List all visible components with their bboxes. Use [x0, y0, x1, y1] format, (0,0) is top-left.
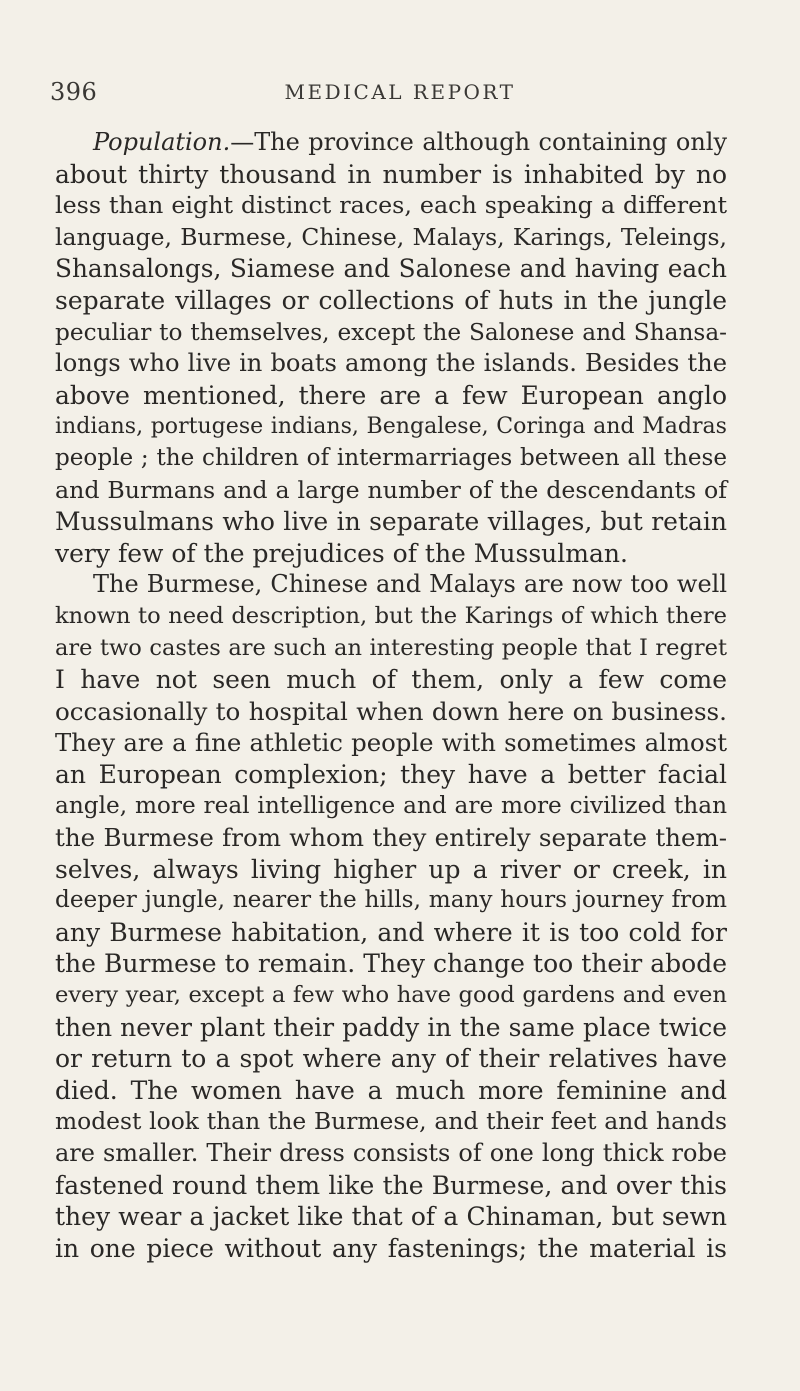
text-line: the Burmese from whom they entirely separate them- [55, 823, 727, 853]
text-line: I have not seen much of them, only a few come [55, 665, 727, 695]
text-line: died. The women have a much more feminine and [55, 1075, 727, 1105]
body-text [55, 127, 727, 1264]
text-line: They are a fine athletic people with sometimes almost [55, 728, 727, 758]
text-line: and Burmans and a large number of the descendants of [55, 475, 727, 504]
text-line: very few of the prejudices of the Mussulman. [55, 538, 628, 568]
text-line: The Burmese, Chinese and Malays are now too well [93, 570, 727, 599]
text-line: the Burmese to remain. They change too their abode [55, 949, 727, 979]
page-number: 396 [50, 78, 98, 106]
text-line: known to need description, but the Karings of which there [55, 602, 727, 629]
text-line: Shansalongs, Siamese and Salonese and having each [55, 254, 727, 284]
text-line: are smaller. Their dress consists of one long thick robe [55, 1139, 727, 1167]
text-line: separate villages or collections of huts in the jungle [55, 285, 727, 315]
text-line: selves, always living higher up a river or creek, in [55, 854, 727, 884]
text-line: or return to a spot where any of their relatives have [55, 1044, 727, 1074]
text-line: they wear a jacket like that of a Chinaman, but sewn [55, 1202, 727, 1232]
text-line: an European complexion; they have a better facial [55, 759, 727, 789]
text-line: fastened round them like the Burmese, and over this [55, 1170, 727, 1200]
text-line: deeper jungle, nearer the hills, many hours journey from [55, 887, 727, 914]
text-line: then never plant their paddy in the same place twice [55, 1012, 727, 1042]
text-line: about thirty thousand in number is inhabited by no [55, 159, 727, 189]
text-line: Mussulmans who live in separate villages, but retain [55, 507, 727, 537]
running-head: MEDICAL REPORT [284, 80, 516, 104]
text-line: every year, except a few who have good gardens and even [55, 982, 727, 1009]
text-line: above mentioned, there are a few European anglo [55, 380, 727, 410]
text-line: language, Burmese, Chinese, Malays, Karings, Teleings, [55, 222, 727, 251]
text-line: peculiar to themselves, except the Salonese and Shansa- [55, 318, 727, 346]
text-line: are two castes are such an interesting people that I regret [55, 634, 727, 661]
text-line: occasionally to hospital when down here on business. [55, 696, 727, 726]
text-line: people ; the children of intermarriages between all these [55, 444, 727, 471]
text-line: modest look than the Burmese, and their feet and hands [55, 1107, 727, 1136]
text-line: Population.—The province although containing only [93, 128, 727, 156]
text-line: indians, portugese indians, Bengalese, Coringa and Madras [55, 414, 727, 440]
text-line: longs who live in boats among the islands. Besides the [55, 349, 727, 378]
text-line: any Burmese habitation, and where it is too cold for [55, 917, 727, 947]
text-line: less than eight distinct races, each speaking a different [55, 191, 727, 220]
section-heading: Population. [93, 128, 231, 156]
page-header [50, 78, 750, 108]
text-line: angle, more real intelligence and are more civilized than [55, 792, 727, 820]
text-line: in one piece without any fastenings; the material is [55, 1233, 727, 1263]
